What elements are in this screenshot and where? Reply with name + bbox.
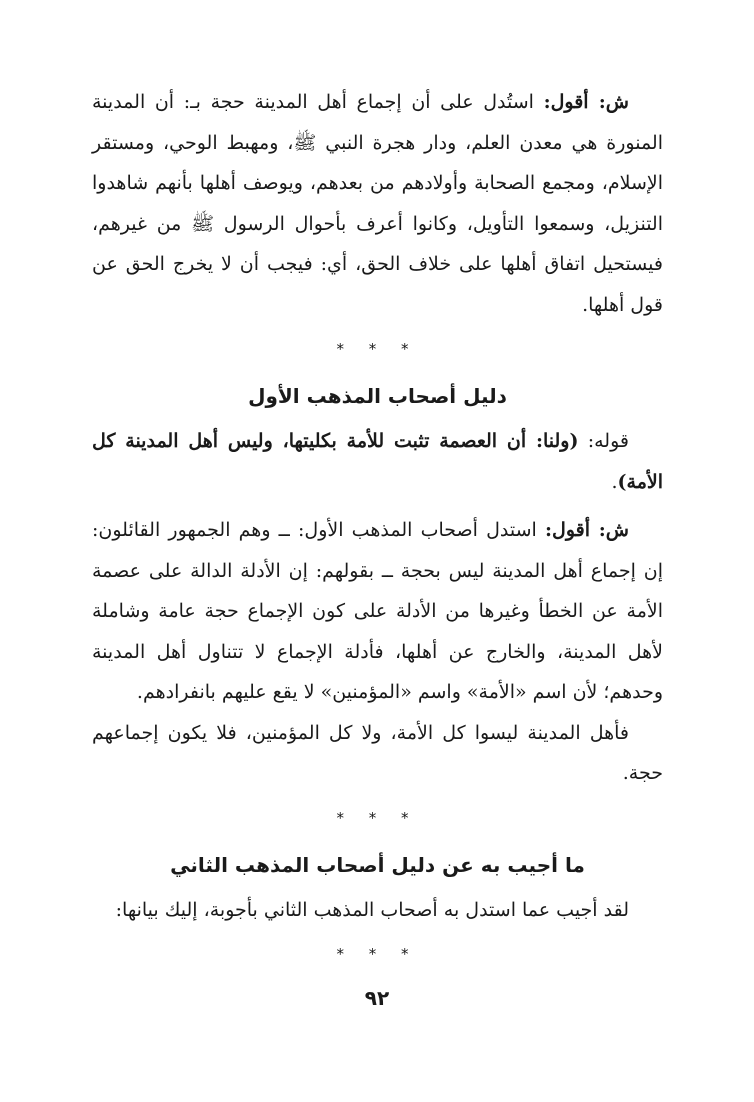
section-separator: * * * [336,945,419,963]
quote-prefix: قوله: [578,430,629,452]
spacer [92,502,663,510]
section-separator: * * * [336,340,419,358]
paragraph-intro-answers: لقد أجيب عما استدل به أصحاب المذهب الثاني بأجوبة، إليك بيانها: [115,898,629,921]
paragraph-text: استُدل على أن إجماع أهل المدينة حجة بـ: أن المدينة المنورة هي معدن العلم، ودار هجرة النبي ﷺ، ومهبط الوحي، ومستقر الإسلام، ومجمع الصحابة وأولادهم من بعدهم، ويوصف أهلها بأنهم شاهدوا التنزيل، وسمعوا التأويل، وكانوا أعرف بأحوال الرسول ﷺ من غيرهم، فيستحيل اتفاق أهلها على خلاف الحق، أي: فيجب أن لا يخرج الحق عن قول أهلها. [92,91,664,316]
section-separator: * * * [336,808,419,827]
section-heading-second-school-answer: ما أجيب به عن دليل أصحاب المذهب الثاني [170,852,585,877]
page-body [92,82,663,980]
paragraph-conclusion: فأهل المدينة ليسوا كل الأمة، ولا كل المؤمنين، فلا يكون إجماعهم حجة. [92,721,663,784]
paragraph-argument [92,82,663,325]
paragraph-lead: ش: أقول: [545,519,629,541]
page-number: ٩٢ [364,986,390,1010]
paragraph-lead: ش: أقول: [543,91,629,113]
quote-suffix: . [611,470,618,493]
section-heading-first-school: دليل أصحاب المذهب الأول [248,384,507,408]
paragraph-quote [92,421,663,502]
paragraph-text: استدل أصحاب المذهب الأول: ــ وهم الجمهور القائلون: إن إجماع أهل المدينة ليس بحجة ــ بقولهم: إن الأدلة الدالة على عصمة الأمة عن الخطأ وغيرها من الأدلة على كون الإجماع حجة عامة وشاملة لأهل المدينة، والخارج عن أهلها، فأدلة الإجماع لا تتناول أهل المدينة وحدهم؛ لأن اسم «الأمة» واسم «المؤمنين» لا يقع عليهم بانفرادهم. [92,519,663,703]
paragraph-explanation [92,510,663,713]
quote-bold: (ولنا: أن العصمة تثبت للأمة بكليتها، وليس أهل المدينة كل الأمة) [92,430,663,493]
